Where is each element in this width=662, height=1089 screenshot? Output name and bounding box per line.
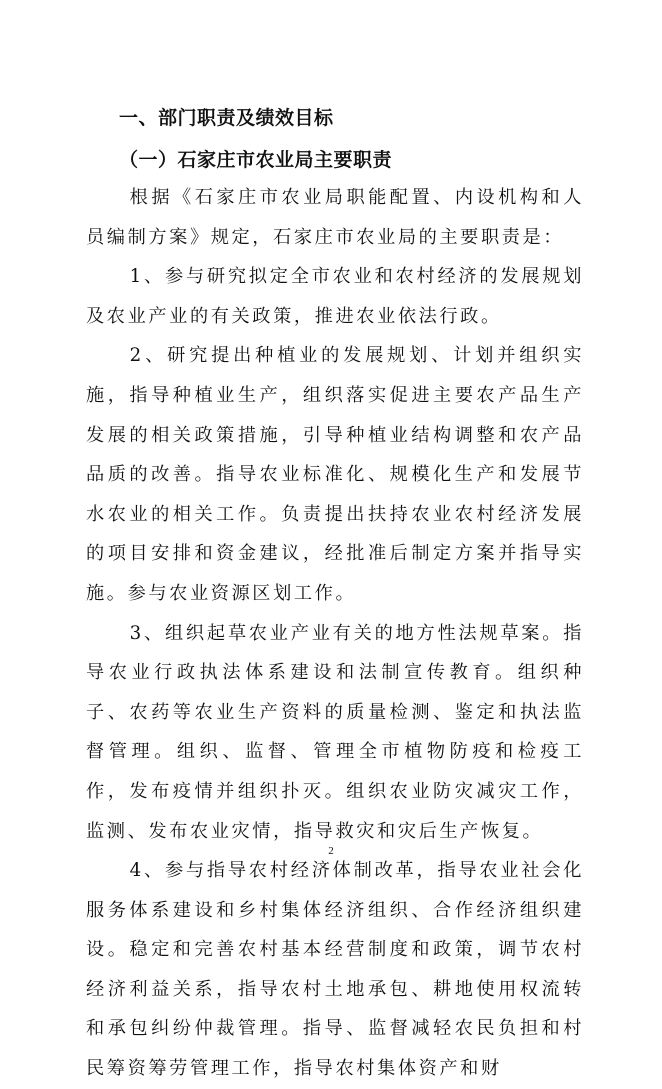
subsection-heading: （一）石家庄市农业局主要职责 bbox=[119, 149, 393, 171]
duty-paragraph-3: 3、组织起草农业产业有关的地方性法规草案。指导农业行政执法体系建设和法制宣传教育。组织种子、农药等农业生产资料的质量检测、鉴定和执法监督管理。组织、监督、管理全市植物防疫和检疫工作，发布疫情并组织扑灭。组织农业防灾减灾工作，监测、发布农业灾情，指导救灾和灾后生产恢复。 bbox=[86, 622, 584, 842]
duty-paragraph-4: 4、参与指导农村经济体制改革，指导农业社会化服务体系建设和乡村集体经济组织、合作经济组织建设。稳定和完善农村基本经营制度和政策，调节农村经济利益关系，指导农村土地承包、耕地使用权流转和承包纠纷仲裁管理。指导、监督减轻农民负担和村民筹资筹劳管理工作，指导农村集体资产和财 bbox=[86, 860, 584, 1080]
duty-paragraph-1: 1、参与研究拟定全市农业和农村经济的发展规划及农业产业的有关政策，推进农业依法行政。 bbox=[86, 266, 584, 327]
page-number: 2 bbox=[328, 845, 334, 857]
section-heading: 一、部门职责及绩效目标 bbox=[119, 107, 334, 129]
duty-paragraph-2: 2、研究提出种植业的发展规划、计划并组织实施，指导种植业生产，组织落实促进主要农产品生产发展的相关政策措施，引导种植业结构调整和农产品品质的改善。指导农业标准化、规模化生产和发展节水农业的相关工作。负责提出扶持农业农村经济发展的项目安排和资金建议，经批准后制定方案并指导实施。参与农业资源区划工作。 bbox=[86, 345, 584, 604]
intro-paragraph: 根据《石家庄市农业局职能配置、内设机构和人员编制方案》规定，石家庄市农业局的主要职责是： bbox=[86, 187, 584, 248]
body-text bbox=[86, 178, 584, 1089]
